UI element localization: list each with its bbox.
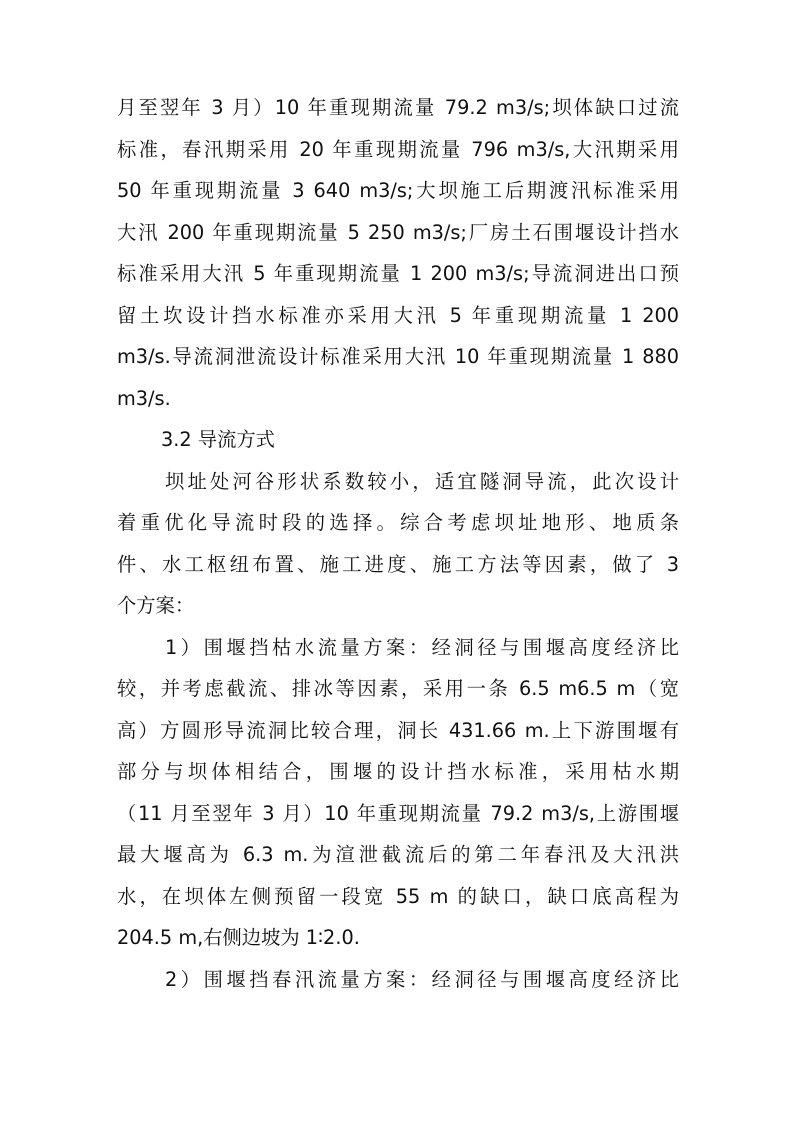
paragraph-line: 着重优化导流时段的选择。综合考虑坝址地形、地质条: [117, 511, 679, 534]
paragraph-line: 最大堰高为 6.3 m.为渲泄截流后的第二年春汛及大汛洪: [117, 843, 679, 866]
paragraph-line: 1）围堰挡枯水流量方案：经洞径与围堰高度经济比: [165, 635, 679, 659]
paragraph-line: 部分与坝体相结合，围堰的设计挡水标准，采用枯水期: [117, 760, 679, 783]
paragraph-line: 标准，春汛期采用 20 年重现期流量 796 m3/s,大汛期采用: [117, 137, 679, 161]
paragraph-line: 标准采用大汛 5 年重现期流量 1 200 m3/s;导流洞进出口预: [117, 262, 679, 285]
paragraph-line: 月至翌年 3 月）10 年重现期流量 79.2 m3/s;坝体缺口过流: [117, 96, 679, 119]
paragraph-line: 较，并考虑截流、排冰等因素，采用一条 6.5 m6.5 m（宽: [117, 677, 679, 700]
paragraph-line: 50 年重现期流量 3 640 m3/s;大坝施工后期渡汛标准采用: [117, 179, 679, 202]
paragraph-line: m3/s.导流洞泄流设计标准采用大汛 10 年重现期流量 1 880: [117, 345, 679, 368]
paragraph-line: m3/s.: [117, 386, 171, 410]
paragraph-line: 坝址处河谷形状系数较小，适宜隧洞导流，此次设计: [165, 469, 679, 493]
paragraph-line: 大汛 200 年重现期流量 5 250 m3/s;厂房土石围堰设计挡水: [117, 220, 679, 244]
section-heading: 3.2 导流方式: [161, 428, 275, 451]
paragraph-line: 水，在坝体左侧预留一段宽 55 m 的缺口，缺口底高程为: [117, 884, 679, 908]
paragraph-line: 留土坎设计挡水标准亦采用大汛 5 年重现期流量 1 200: [117, 303, 679, 327]
paragraph-line: 个方案：: [117, 594, 195, 617]
document-body: [117, 87, 679, 1000]
paragraph-line: （11 月至翌年 3 月）10 年重现期流量 79.2 m3/s,上游围堰: [117, 801, 679, 825]
paragraph-line: 204.5 m,右侧边坡为 1∶2.0.: [117, 926, 360, 949]
paragraph-line: 件、水工枢纽布置、施工进度、施工方法等因素，做了 3: [117, 552, 679, 576]
paragraph-line: 高）方圆形导流洞比较合理，洞长 431.66 m.上下游围堰有: [117, 718, 679, 742]
paragraph-line: 2）围堰挡春汛流量方案：经洞径与围堰高度经济比: [165, 967, 679, 991]
